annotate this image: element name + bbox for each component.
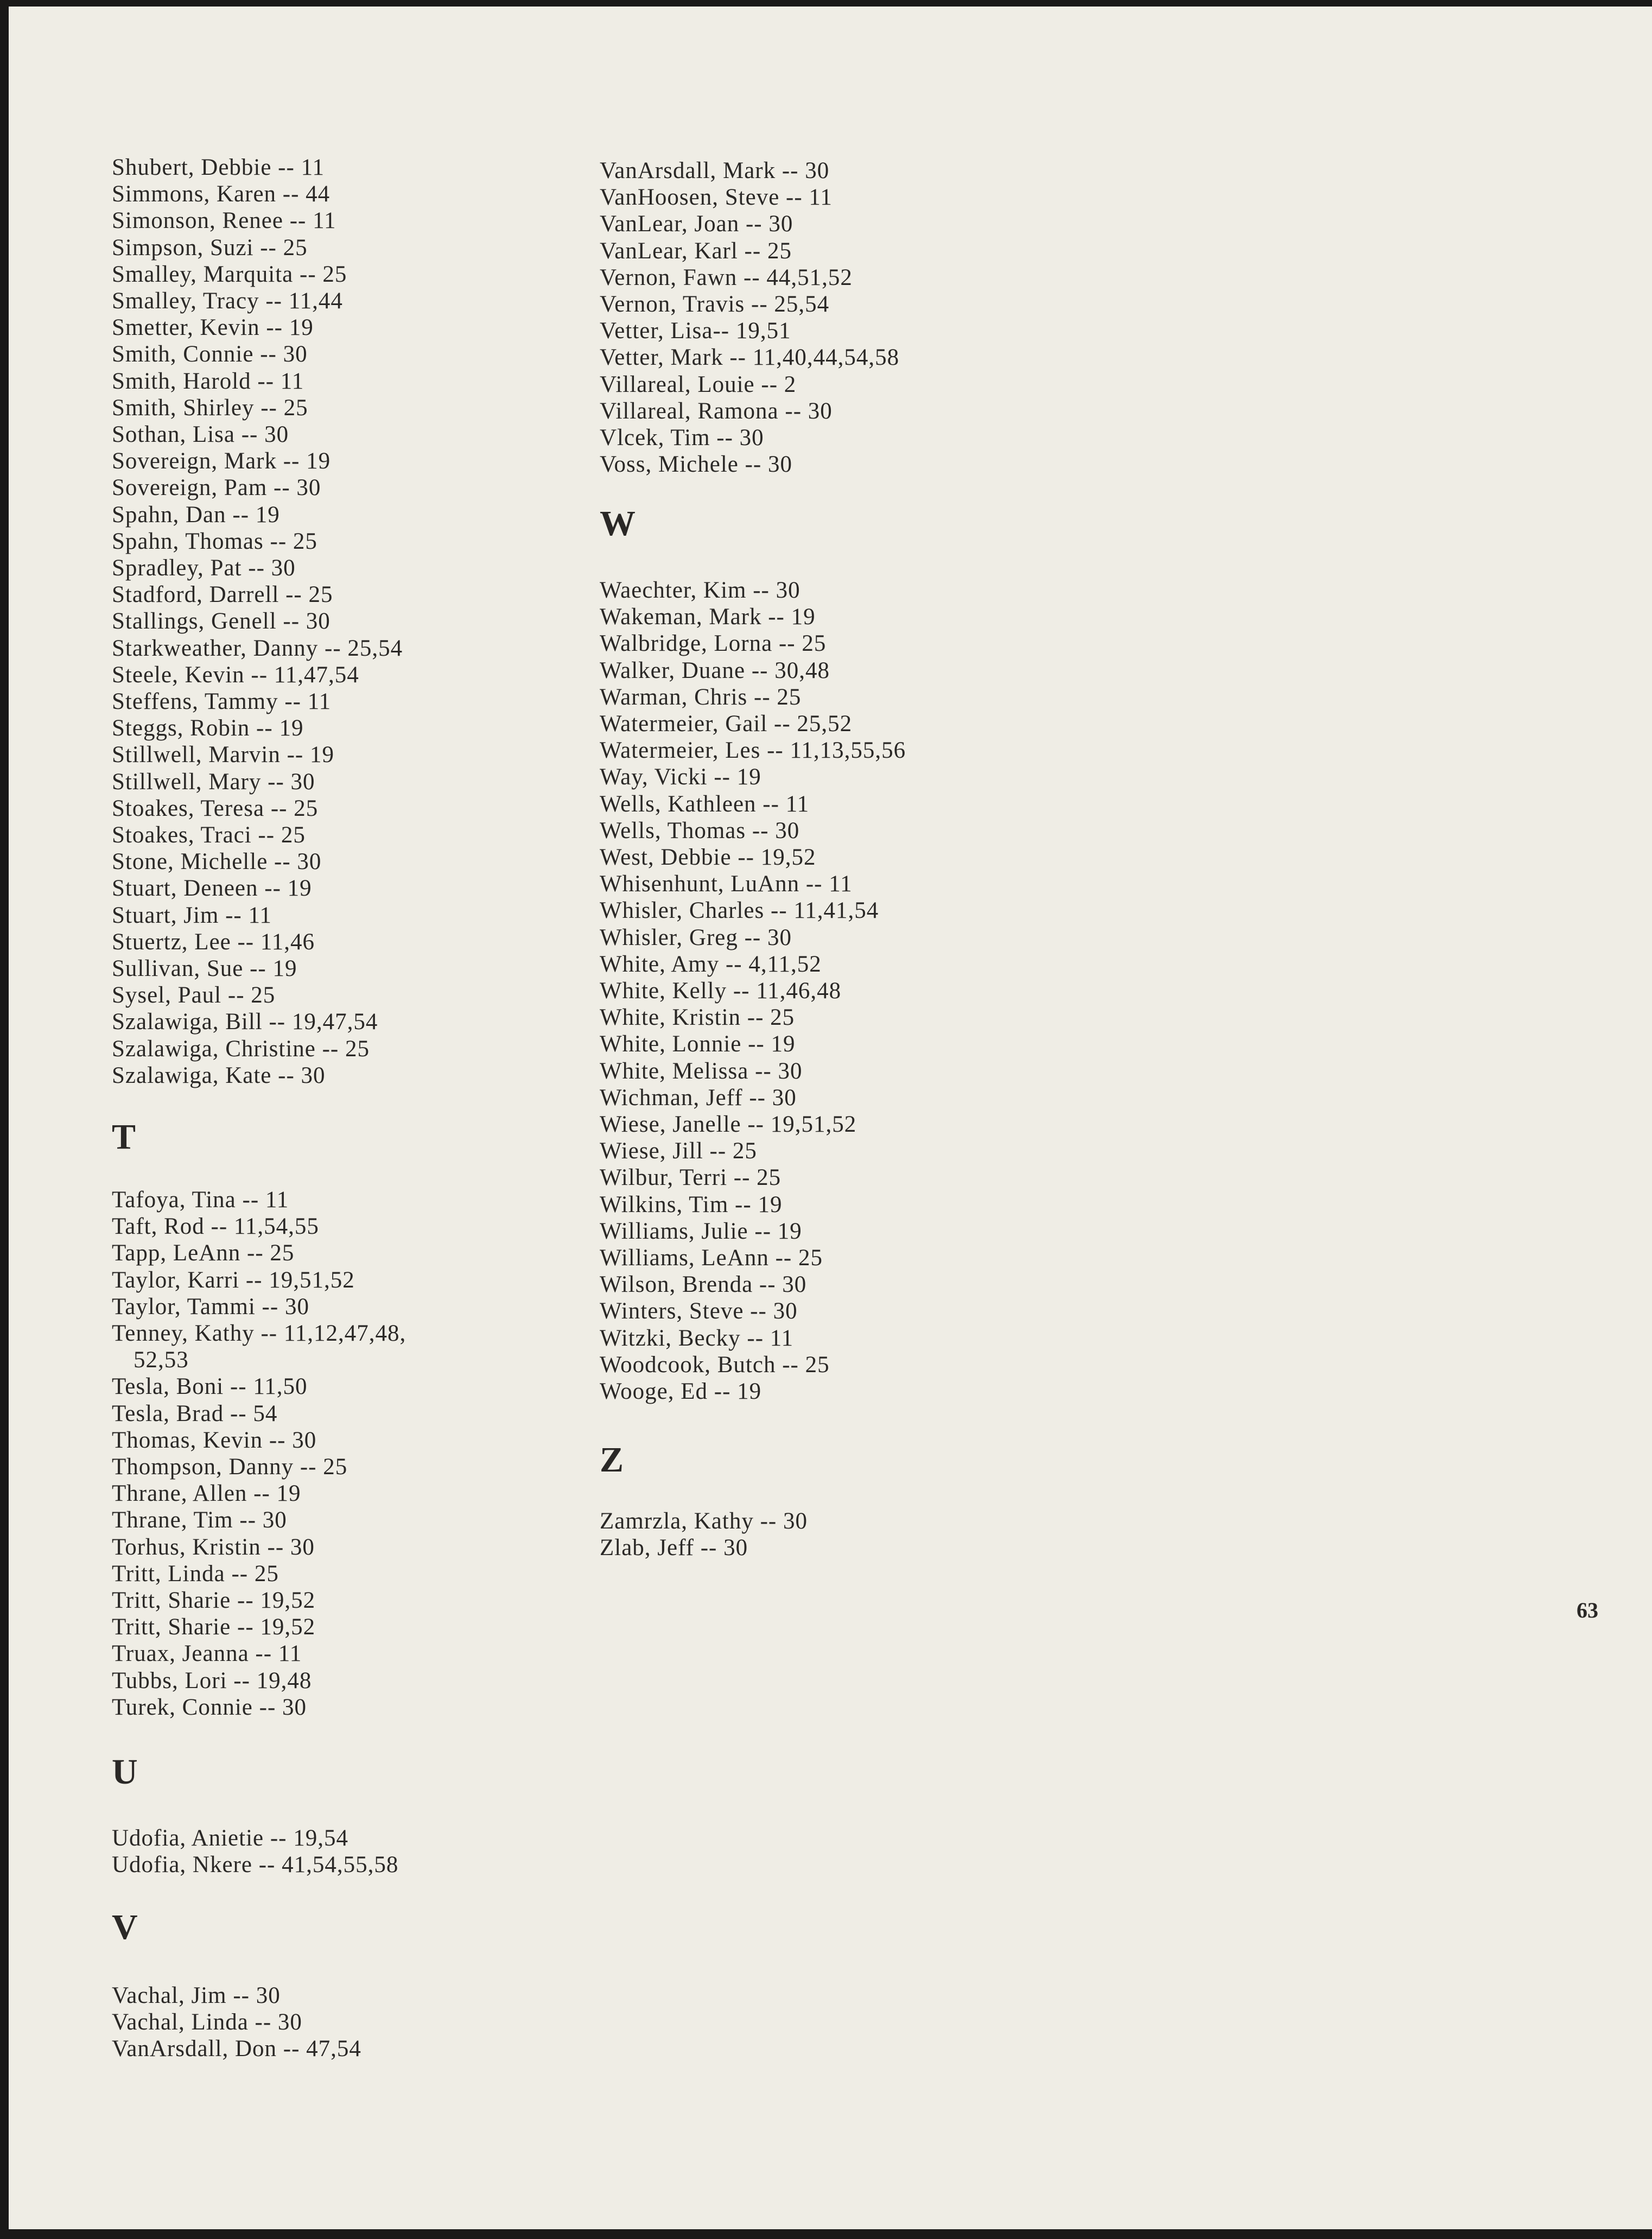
index-entry: Vernon, Fawn -- 44,51,52	[600, 264, 853, 290]
index-entry: Wells, Thomas -- 30	[600, 817, 800, 843]
index-entry: Stallings, Genell -- 30	[112, 608, 331, 635]
index-entry: Sovereign, Pam -- 30	[112, 475, 321, 501]
index-entry: Wakeman, Mark -- 19	[600, 604, 816, 630]
index-entry: Udofia, Anietie -- 19,54	[112, 1825, 348, 1851]
index-entry: Waechter, Kim -- 30	[600, 578, 800, 603]
index-entry: Vernon, Travis -- 25,54	[600, 291, 830, 317]
index-entry: Truax, Jeanna -- 11	[112, 1641, 302, 1667]
index-entry: Wiese, Jill -- 25	[600, 1138, 757, 1164]
index-entry: Tafoya, Tina -- 11	[112, 1187, 289, 1213]
index-entry: Shubert, Debbie -- 11	[112, 155, 325, 180]
index-entry: Szalawiga, Kate -- 30	[112, 1062, 326, 1088]
index-entry: Tritt, Sharie -- 19,52	[112, 1588, 316, 1613]
index-entry: VanArsdall, Don -- 47,54	[112, 2036, 361, 2062]
index-entry: Stillwell, Mary -- 30	[112, 769, 315, 795]
index-entry: Stoakes, Traci -- 25	[112, 822, 306, 848]
index-entry: Smith, Connie -- 30	[112, 341, 308, 367]
index-entry: Steele, Kevin -- 11,47,54	[112, 662, 359, 688]
index-entry: Voss, Michele -- 30	[600, 452, 793, 478]
index-entry: White, Kristin -- 25	[600, 1005, 795, 1031]
index-entry: Whisler, Charles -- 11,41,54	[600, 898, 879, 924]
index-entry: Torhus, Kristin -- 30	[112, 1534, 315, 1560]
index-entry: Taft, Rod -- 11,54,55	[112, 1214, 319, 1240]
page-edge-left	[0, 0, 9, 2239]
index-entry: Simpson, Suzi -- 25	[112, 234, 308, 261]
index-entry: Whisenhunt, LuAnn -- 11	[600, 871, 853, 897]
index-entry: Taylor, Karri -- 19,51,52	[112, 1267, 355, 1293]
index-entry: Watermeier, Gail -- 25,52	[600, 711, 853, 737]
section-heading-z: Z	[600, 1440, 624, 1480]
index-entry: Spahn, Dan -- 19	[112, 502, 280, 528]
index-entry: Szalawiga, Bill -- 19,47,54	[112, 1009, 378, 1035]
section-heading-w: W	[600, 504, 636, 543]
index-entry: Thomas, Kevin -- 30	[112, 1427, 317, 1453]
index-entry: West, Debbie -- 19,52	[600, 845, 816, 870]
index-entry: Starkweather, Danny -- 25,54	[112, 635, 403, 661]
index-entry: Simmons, Karen -- 44	[112, 181, 331, 207]
index-entry: Smith, Harold -- 11	[112, 368, 304, 394]
index-entry: Witzki, Becky -- 11	[600, 1325, 794, 1351]
index-entry: White, Kelly -- 11,46,48	[600, 978, 842, 1004]
index-entry: Tesla, Boni -- 11,50	[112, 1374, 308, 1400]
index-entry: Walker, Duane -- 30,48	[600, 657, 830, 683]
section-heading-t: T	[112, 1117, 136, 1157]
index-entry: Stuart, Deneen -- 19	[112, 876, 312, 902]
index-entry: Stone, Michelle -- 30	[112, 849, 322, 875]
index-entry: Vetter, Lisa-- 19,51	[600, 318, 791, 344]
index-entry: Vachal, Linda -- 30	[112, 2009, 302, 2035]
index-entry: Spradley, Pat -- 30	[112, 555, 296, 581]
index-entry: Vachal, Jim -- 30	[112, 1983, 281, 2008]
index-entry: Steffens, Tammy -- 11	[112, 689, 332, 714]
index-entry: Tenney, Kathy -- 11,12,47,48,	[112, 1321, 406, 1346]
index-entry: VanLear, Joan -- 30	[600, 211, 793, 237]
index-entry: Villareal, Ramona -- 30	[600, 398, 833, 424]
index-entry: Stuertz, Lee -- 11,46	[112, 929, 315, 955]
index-entry: White, Melissa -- 30	[600, 1058, 803, 1084]
index-entry: Zlab, Jeff -- 30	[600, 1535, 748, 1561]
index-entry: Szalawiga, Christine -- 25	[112, 1036, 370, 1062]
index-entry: Wiese, Janelle -- 19,51,52	[600, 1112, 857, 1137]
page-edge-bottom	[0, 2229, 1652, 2239]
index-entry: VanHoosen, Steve -- 11	[600, 185, 833, 211]
index-entry: Walbridge, Lorna -- 25	[600, 631, 827, 657]
index-entry: Warman, Chris -- 25	[600, 684, 802, 710]
index-entry: Smalley, Marquita -- 25	[112, 261, 347, 287]
index-entry: Thompson, Danny -- 25	[112, 1454, 348, 1480]
index-entry: Sothan, Lisa -- 30	[112, 422, 289, 447]
index-entry: Stillwell, Marvin -- 19	[112, 742, 334, 768]
index-entry: Steggs, Robin -- 19	[112, 715, 304, 741]
index-entry: Vlcek, Tim -- 30	[600, 425, 764, 451]
index-entry: Udofia, Nkere -- 41,54,55,58	[112, 1852, 399, 1878]
index-entry: Simonson, Renee -- 11	[112, 208, 336, 234]
index-entry: Wichman, Jeff -- 30	[600, 1084, 797, 1111]
index-entry: Tesla, Brad -- 54	[112, 1400, 278, 1426]
index-entry: Thrane, Allen -- 19	[112, 1481, 301, 1507]
index-entry: Vetter, Mark -- 11,40,44,54,58	[600, 345, 900, 371]
index-entry: Watermeier, Les -- 11,13,55,56	[600, 738, 906, 764]
index-entry: Tapp, LeAnn -- 25	[112, 1240, 295, 1266]
index-entry: Wilkins, Tim -- 19	[600, 1191, 783, 1217]
index-entry: Smalley, Tracy -- 11,44	[112, 288, 343, 314]
index-entry: Stuart, Jim -- 11	[112, 902, 272, 928]
index-entry: Way, Vicki -- 19	[600, 764, 761, 790]
index-entry: Turek, Connie -- 30	[112, 1694, 307, 1720]
index-entry: Stadford, Darrell -- 25	[112, 582, 333, 608]
index-entry: Sysel, Paul -- 25	[112, 982, 276, 1008]
index-entry: Wooge, Ed -- 19	[600, 1379, 762, 1404]
index-entry: Williams, LeAnn -- 25	[600, 1245, 823, 1271]
index-entry: White, Lonnie -- 19	[600, 1031, 796, 1057]
index-entry: Wells, Kathleen -- 11	[600, 791, 810, 817]
index-entry: Smetter, Kevin -- 19	[112, 315, 314, 341]
index-entry: Tritt, Sharie -- 19,52	[112, 1614, 316, 1640]
index-entry: Stoakes, Teresa -- 25	[112, 795, 319, 821]
index-entry: Sovereign, Mark -- 19	[112, 448, 331, 474]
index-entry: Winters, Steve -- 30	[600, 1298, 798, 1324]
index-entry: Tubbs, Lori -- 19,48	[112, 1667, 312, 1693]
page-number: 63	[1577, 1598, 1598, 1622]
index-entry: Zamrzla, Kathy -- 30	[600, 1508, 808, 1534]
index-entry: Villareal, Louie -- 2	[600, 371, 797, 397]
index-entry: Williams, Julie -- 19	[600, 1218, 802, 1244]
index-entry: Taylor, Tammi -- 30	[112, 1293, 309, 1320]
index-entry: Tritt, Linda -- 25	[112, 1561, 279, 1587]
index-entry: Wilbur, Terri -- 25	[600, 1165, 781, 1191]
index-entry: Sullivan, Sue -- 19	[112, 956, 297, 981]
section-heading-u: U	[112, 1752, 138, 1792]
index-entry: VanLear, Karl -- 25	[600, 238, 792, 264]
index-entry: Spahn, Thomas -- 25	[112, 528, 317, 554]
index-entry: 52,53	[134, 1347, 189, 1373]
index-entry: VanArsdall, Mark -- 30	[600, 158, 830, 183]
index-entry: Thrane, Tim -- 30	[112, 1507, 287, 1533]
index-entry: Whisler, Greg -- 30	[600, 924, 792, 950]
index-entry: Smith, Shirley -- 25	[112, 395, 308, 421]
section-heading-v: V	[112, 1907, 138, 1947]
index-entry: Wilson, Brenda -- 30	[600, 1272, 807, 1298]
index-entry: Woodcook, Butch -- 25	[600, 1352, 830, 1378]
index-entry: White, Amy -- 4,11,52	[600, 951, 822, 977]
page-edge-top	[0, 0, 1652, 7]
